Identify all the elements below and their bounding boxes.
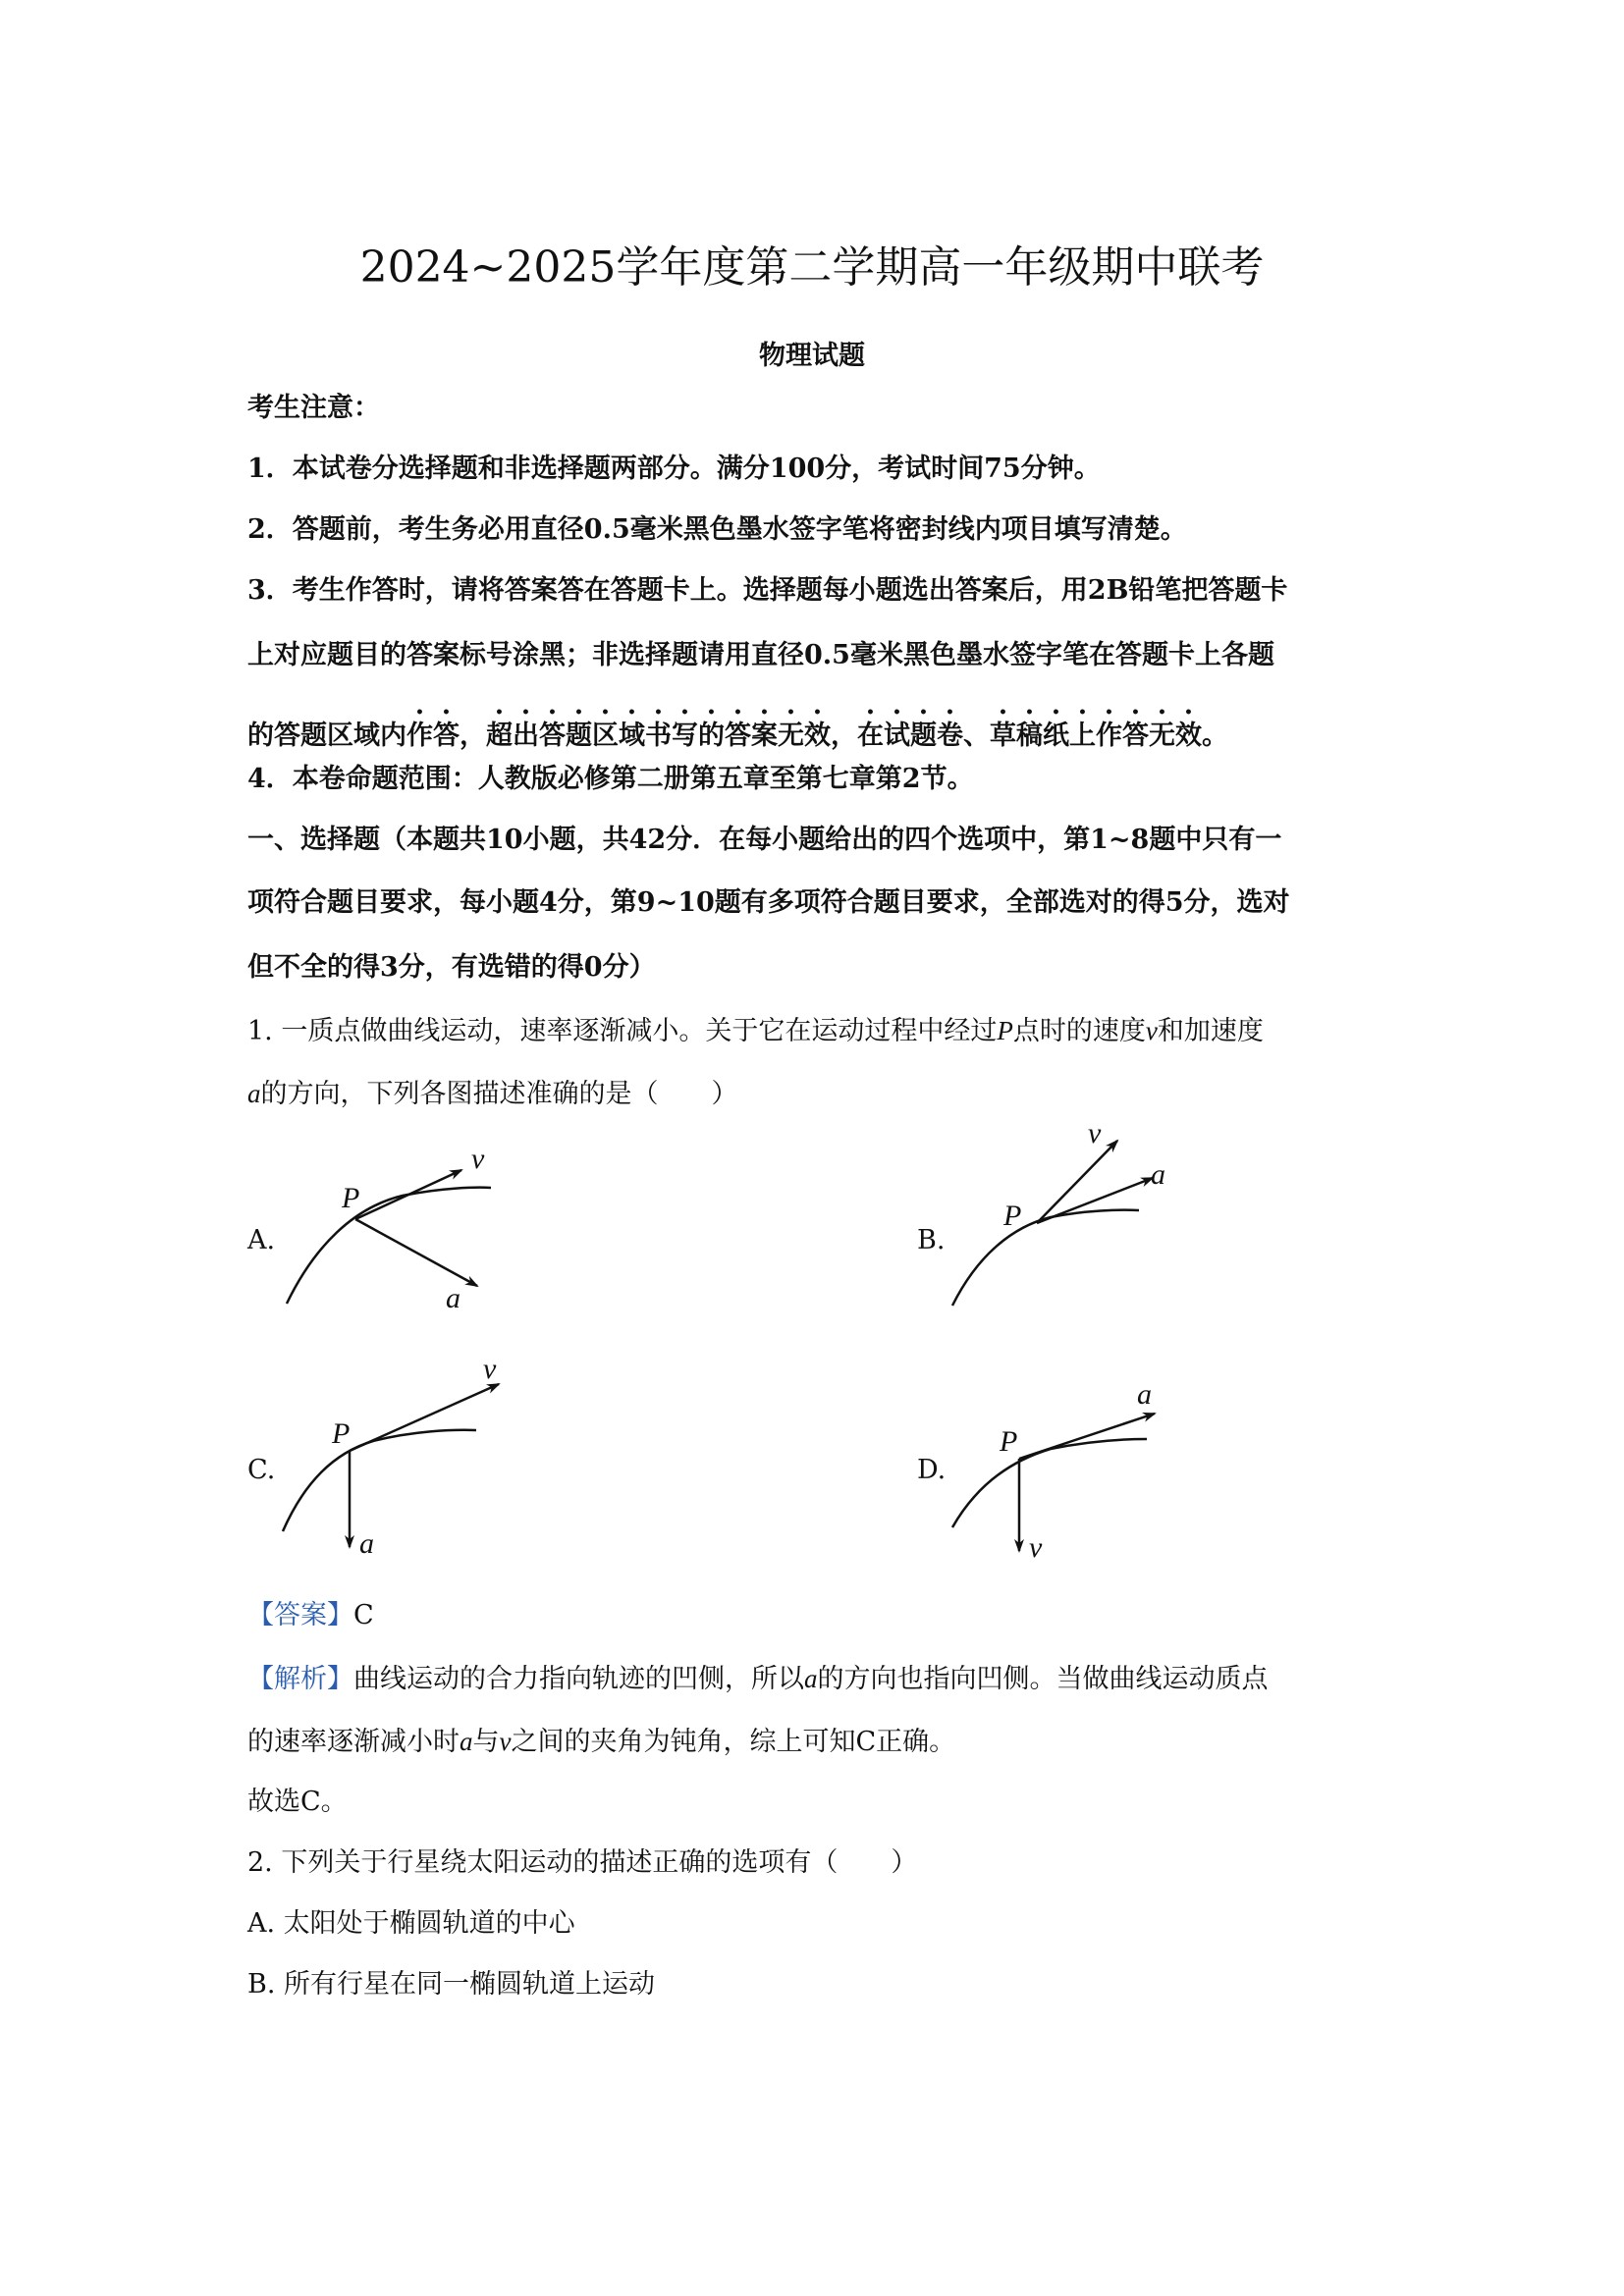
notice-text: 。	[1202, 721, 1228, 751]
notice-text: 、	[963, 721, 990, 751]
var-a: a	[247, 1079, 261, 1108]
var-v: v	[1145, 1016, 1158, 1045]
label-a: a	[1137, 1378, 1152, 1411]
label-a: a	[446, 1282, 460, 1314]
analysis-text: 的方向也指向凹侧。当做曲线运动质点	[817, 1664, 1269, 1694]
label-p: P	[332, 1417, 351, 1450]
notice-item-1: 1．本试卷分选择题和非选择题两部分。满分100分，考试时间75分钟。	[247, 454, 1101, 484]
analysis-text: 的速率逐渐减小时	[247, 1727, 460, 1757]
velocity-arrow	[350, 1384, 499, 1451]
q1-option-a-figure	[275, 1139, 511, 1325]
q1-option-c-label: C.	[247, 1455, 276, 1485]
section-1-line-1: 一、选择题（本题共10小题，共42分．在每小题给出的四个选项中，第1~8题中只有一	[247, 825, 1282, 855]
notice-item-2: 2．答题前，考生务必用直径0.5毫米黑色墨水签字笔将密封线内项目填写清楚。	[247, 514, 1187, 545]
analysis-text: 与	[472, 1727, 500, 1757]
notice-item-3-line-2: 上对应题目的答案标号涂黑；非选择题请用直径0.5毫米黑色墨水签字笔在答题卡上各题	[247, 640, 1274, 670]
q2-option-b: B. 所有行星在同一椭圆轨道上运动	[247, 1969, 656, 2000]
trajectory-curve	[952, 1210, 1139, 1306]
label-p: P	[1000, 1425, 1018, 1458]
q1-text: 和加速度	[1157, 1016, 1264, 1046]
q1-analysis-line-1	[247, 1661, 1386, 1697]
trajectory-curve	[952, 1439, 1147, 1527]
label-v: v	[483, 1353, 497, 1385]
emphasis-text: 超出答题区域书写的答案无效	[486, 721, 831, 751]
label-p: P	[1003, 1200, 1022, 1232]
var-p: P	[997, 1016, 1013, 1045]
q1-option-d-figure	[943, 1374, 1178, 1571]
notice-text: ，	[831, 721, 857, 751]
q1-option-a-label: A.	[247, 1225, 276, 1255]
velocity-arrow	[355, 1170, 461, 1219]
notice-item-4: 4．本卷命题范围：人教版必修第二册第五章至第七章第2节。	[247, 764, 974, 794]
label-v: v	[1088, 1117, 1102, 1149]
emphasis-text: 草稿纸上作答无效	[990, 721, 1202, 751]
trajectory-curve	[283, 1430, 476, 1531]
var-v: v	[499, 1727, 512, 1756]
label-p: P	[342, 1182, 360, 1214]
notice-item-3-line-3	[247, 705, 1386, 754]
q1-analysis-line-2	[247, 1724, 1386, 1760]
label-a: a	[359, 1527, 374, 1560]
q1-answer	[247, 1598, 1386, 1633]
analysis-text: 曲线运动的合力指向轨迹的凹侧，所以	[353, 1664, 804, 1694]
q1-text: 的方向，下列各图描述准确的是（ ）	[260, 1079, 738, 1109]
analysis-text: 之间的夹角为钝角，综上可知C正确。	[511, 1727, 956, 1757]
q1-stem-line-2	[247, 1076, 1386, 1112]
notice-item-3-line-1: 3．考生作答时，请将答案答在答题卡上。选择题每小题选出答案后，用2B铅笔把答题卡	[247, 575, 1288, 606]
var-a: a	[460, 1727, 473, 1756]
q1-text: 1. 一质点做曲线运动，速率逐渐减小。关于它在运动过程中经过	[247, 1016, 998, 1046]
q1-stem-line-1	[247, 1013, 1386, 1049]
acceleration-arrow	[1019, 1414, 1155, 1459]
label-v: v	[471, 1143, 485, 1175]
q1-option-c-figure	[275, 1355, 511, 1571]
label-v: v	[1029, 1531, 1043, 1564]
analysis-tag: 【解析】	[247, 1664, 353, 1694]
q2-stem: 2. 下列关于行星绕太阳运动的描述正确的选项有（ ）	[247, 1847, 918, 1878]
section-1-line-2: 项符合题目要求，每小题4分，第9~10题有多项符合题目要求，全部选对的得5分，选对	[247, 887, 1290, 918]
q1-text: 点时的速度	[1012, 1016, 1146, 1046]
notice-text: 的答题区域内	[247, 721, 406, 751]
acceleration-arrow	[1037, 1178, 1153, 1223]
answer-tag: 【答案】	[247, 1600, 353, 1630]
notice-heading: 考生注意：	[247, 393, 380, 423]
emphasis-text: 在试题卷	[857, 721, 963, 751]
q1-option-b-label: B.	[917, 1225, 946, 1255]
section-1-line-3: 但不全的得3分，有选错的得0分）	[247, 952, 656, 983]
var-a: a	[804, 1664, 818, 1693]
q1-option-d-label: D.	[917, 1455, 947, 1485]
page-subtitle: 物理试题	[759, 341, 865, 371]
answer-value: C	[353, 1600, 374, 1630]
label-a: a	[1151, 1158, 1165, 1191]
emphasis-text: 作答，	[406, 721, 486, 751]
q2-option-a: A. 太阳处于椭圆轨道的中心	[247, 1908, 575, 1939]
acceleration-arrow	[355, 1219, 477, 1286]
q1-conclusion: 故选C。	[247, 1787, 348, 1817]
q1-option-b-figure	[943, 1119, 1178, 1315]
page-title: 2024~2025学年度第二学期高一年级期中联考	[359, 242, 1265, 293]
